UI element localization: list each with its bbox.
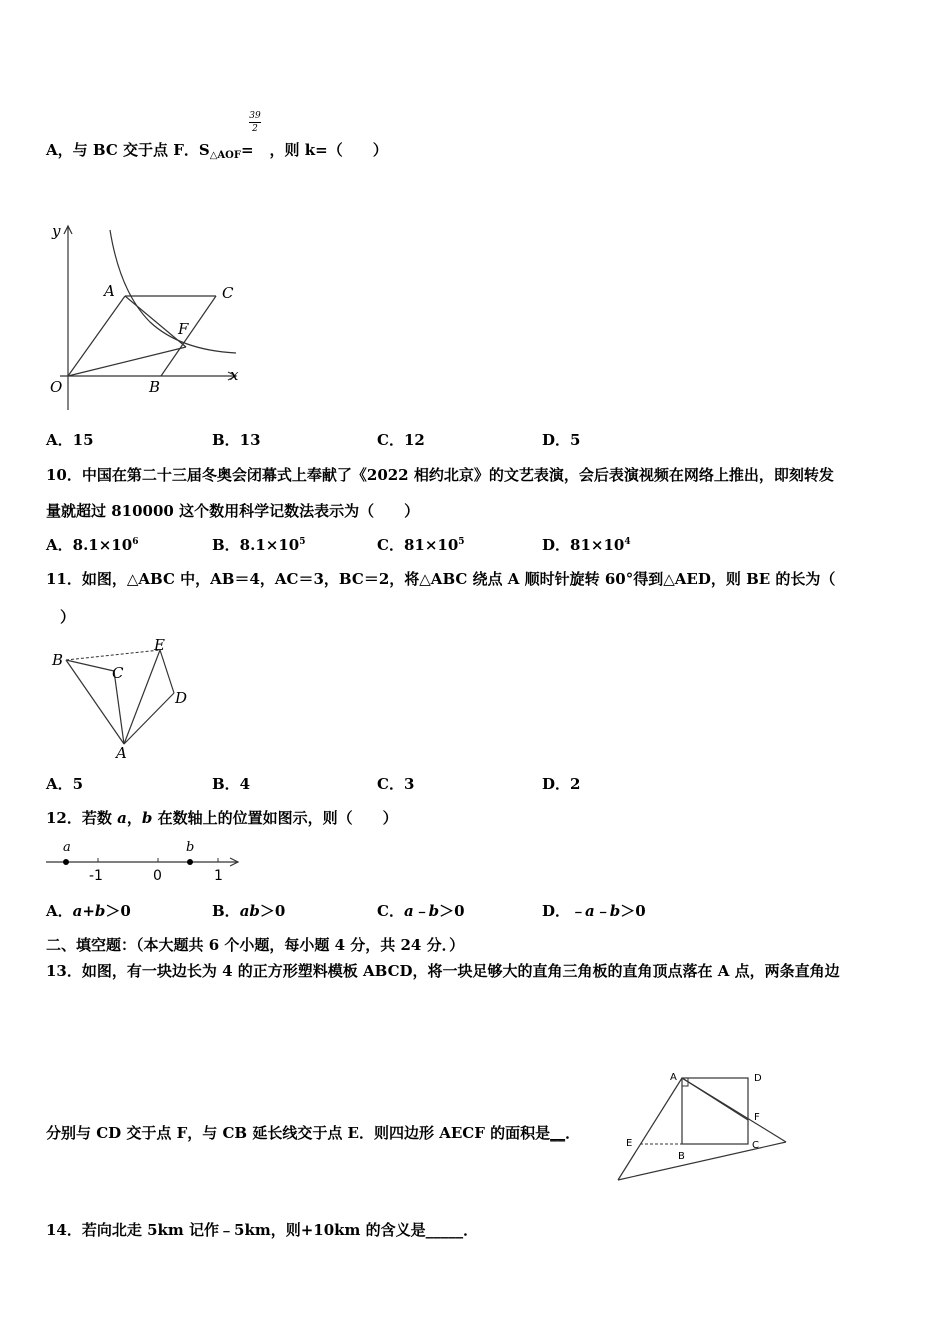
fraction-numerator: 39	[249, 111, 261, 121]
label-zero: 0	[153, 868, 162, 884]
q12-option-d[interactable]	[542, 901, 646, 921]
q10-option-d-exponent: 4	[624, 537, 631, 547]
label-b: b	[186, 840, 195, 855]
q9-option-b[interactable]: B．13	[212, 431, 261, 449]
q12-option-a-letter: A．	[46, 902, 73, 920]
q11-option-c[interactable]: C．3	[377, 775, 415, 793]
q12-option-b-letter: B．	[212, 902, 240, 920]
q10-option-c[interactable]	[377, 535, 465, 555]
label-a: a	[63, 840, 71, 855]
q12-option-c-letter: C．	[377, 902, 404, 920]
q12-option-c[interactable]	[377, 901, 465, 921]
label-C: C	[222, 284, 234, 302]
segment-ED	[160, 650, 174, 693]
q9-option-a[interactable]: A．15	[46, 431, 94, 449]
label-A: A	[670, 1072, 677, 1083]
q13-stem-line1: 13．如图，有一块边长为 4 的正方形塑料模板 ABCD，将一块足够大的直角三角板的直角顶点落在 A 点，两条直角边	[46, 962, 840, 980]
q9-equals: =	[240, 141, 254, 159]
q12-option-c-rel: ＞0	[439, 902, 465, 920]
q10-option-c-exponent: 5	[458, 537, 465, 547]
q10-option-d[interactable]	[542, 535, 631, 555]
dashed-BE	[66, 650, 160, 660]
segment-DA	[124, 693, 174, 744]
q12-option-b[interactable]	[212, 901, 285, 921]
q14-answer-blank[interactable]: _____	[425, 1221, 464, 1239]
q12-option-d-letter: D．	[542, 902, 571, 920]
q12-option-b-rel: ＞0	[259, 902, 286, 920]
label-E: E	[154, 638, 165, 654]
q9-stem-line	[46, 140, 388, 160]
q9-option-c[interactable]: C．12	[377, 431, 425, 449]
square-ABCD	[682, 1078, 748, 1144]
q12-number-line	[44, 840, 244, 884]
q9-area-subscript: △AOF	[209, 150, 241, 161]
q12-option-d-expr: ﹣a﹣b	[570, 902, 621, 920]
q13-stem-line2	[46, 1123, 580, 1143]
segment-E-far	[618, 1142, 786, 1180]
q11-option-d[interactable]: D．2	[542, 775, 581, 793]
label-E: E	[626, 1138, 633, 1149]
q11-stem-line1: 11．如图，△ABC 中，AB＝4，AC＝3，BC＝2，将△ABC 绕点 A 顺时针旋转 60°得到△AED，则 BE 的长为（	[46, 570, 836, 588]
q10-stem-line2: 量就超过 810000 这个数用科学记数法表示为（ ）	[46, 502, 420, 520]
q10-option-c-base: C．81×10	[377, 536, 459, 554]
q9-option-d[interactable]: D．5	[542, 431, 581, 449]
hyperbola-curve	[110, 230, 236, 353]
q12-var-b: b	[141, 809, 153, 827]
label-C: C	[752, 1140, 759, 1151]
q9-text-end: ，则 k=（ ）	[269, 141, 388, 159]
point-b	[187, 859, 193, 865]
section-heading: 二、填空题：（本大题共 6 个小题，每小题 4 分，共 24 分．）	[46, 936, 465, 954]
q13-square-figure	[610, 1068, 800, 1186]
q12-text-end: 在数轴上的位置如图示，则（ ）	[152, 809, 398, 827]
q12-var-a: a	[117, 809, 127, 827]
q10-stem-line1: 10．中国在第二十三届冬奥会闭幕式上奉献了《2022 相约北京》的文艺表演，会后表演视频在网络上推出，即刻转发	[46, 466, 834, 484]
segment-AE	[618, 1078, 682, 1180]
label-D: D	[754, 1073, 762, 1084]
q14-stem	[46, 1220, 478, 1240]
segment-AF	[682, 1078, 748, 1120]
label-A: A	[104, 282, 115, 300]
q10-option-b-exponent: 5	[299, 537, 306, 547]
q10-option-d-base: D．81×10	[542, 536, 625, 554]
label-B: B	[52, 651, 64, 669]
label-D: D	[175, 689, 188, 707]
q13-end-mark: ．	[565, 1124, 581, 1142]
segment-AE	[124, 650, 160, 744]
q12-option-a[interactable]	[46, 901, 131, 921]
q12-option-c-expr: a﹣b	[403, 902, 440, 920]
fraction-denominator: 2	[252, 124, 258, 134]
q11-stem-line2: ）	[60, 608, 76, 626]
q11-option-a[interactable]: A．5	[46, 775, 84, 793]
fraction-bar	[249, 122, 261, 123]
segment-BC	[66, 660, 114, 671]
q10-option-b-base: B．8.1×10	[212, 536, 300, 554]
label-F: F	[754, 1112, 760, 1123]
label-A: A	[116, 744, 127, 760]
q13-text: 分别与 CD 交于点 F，与 CB 延长线交于点 E．则四边形 AECF 的面积是	[46, 1124, 551, 1142]
segment-AF	[125, 296, 186, 347]
q9-text-start: A，与 BC 交于点 F．S	[46, 141, 210, 159]
q10-option-a-base: A．8.1×10	[46, 536, 133, 554]
q10-option-a[interactable]	[46, 535, 138, 555]
label-B: B	[678, 1151, 685, 1162]
q12-option-a-rel: ＞0	[105, 902, 131, 920]
q13-answer-blank[interactable]: __	[550, 1124, 566, 1142]
q12-option-b-expr: ab	[239, 902, 260, 920]
q9-hyperbola-figure	[40, 222, 240, 412]
q12-stem	[46, 808, 398, 828]
q11-rotation-figure	[44, 638, 194, 760]
q10-option-a-exponent: 6	[132, 537, 139, 547]
label-y: y	[52, 222, 61, 240]
q14-end-mark: ．	[463, 1221, 479, 1239]
q11-option-b[interactable]: B．4	[212, 775, 251, 793]
label-O: O	[50, 378, 63, 396]
label-minus-one: -1	[89, 868, 103, 884]
q10-option-b[interactable]	[212, 535, 305, 555]
q14-text: 14．若向北走 5km 记作﹣5km，则+10km 的含义是	[46, 1221, 426, 1239]
label-B: B	[149, 378, 161, 396]
label-C: C	[112, 664, 124, 682]
q12-option-d-rel: ＞0	[620, 902, 646, 920]
q12-option-a-expr: a+b	[72, 902, 106, 920]
q12-text-start: 12．若数	[46, 809, 118, 827]
point-a	[63, 859, 69, 865]
q12-comma: ，	[126, 809, 142, 827]
label-F: F	[178, 320, 189, 338]
label-one: 1	[214, 868, 223, 884]
label-x: x	[230, 366, 239, 384]
